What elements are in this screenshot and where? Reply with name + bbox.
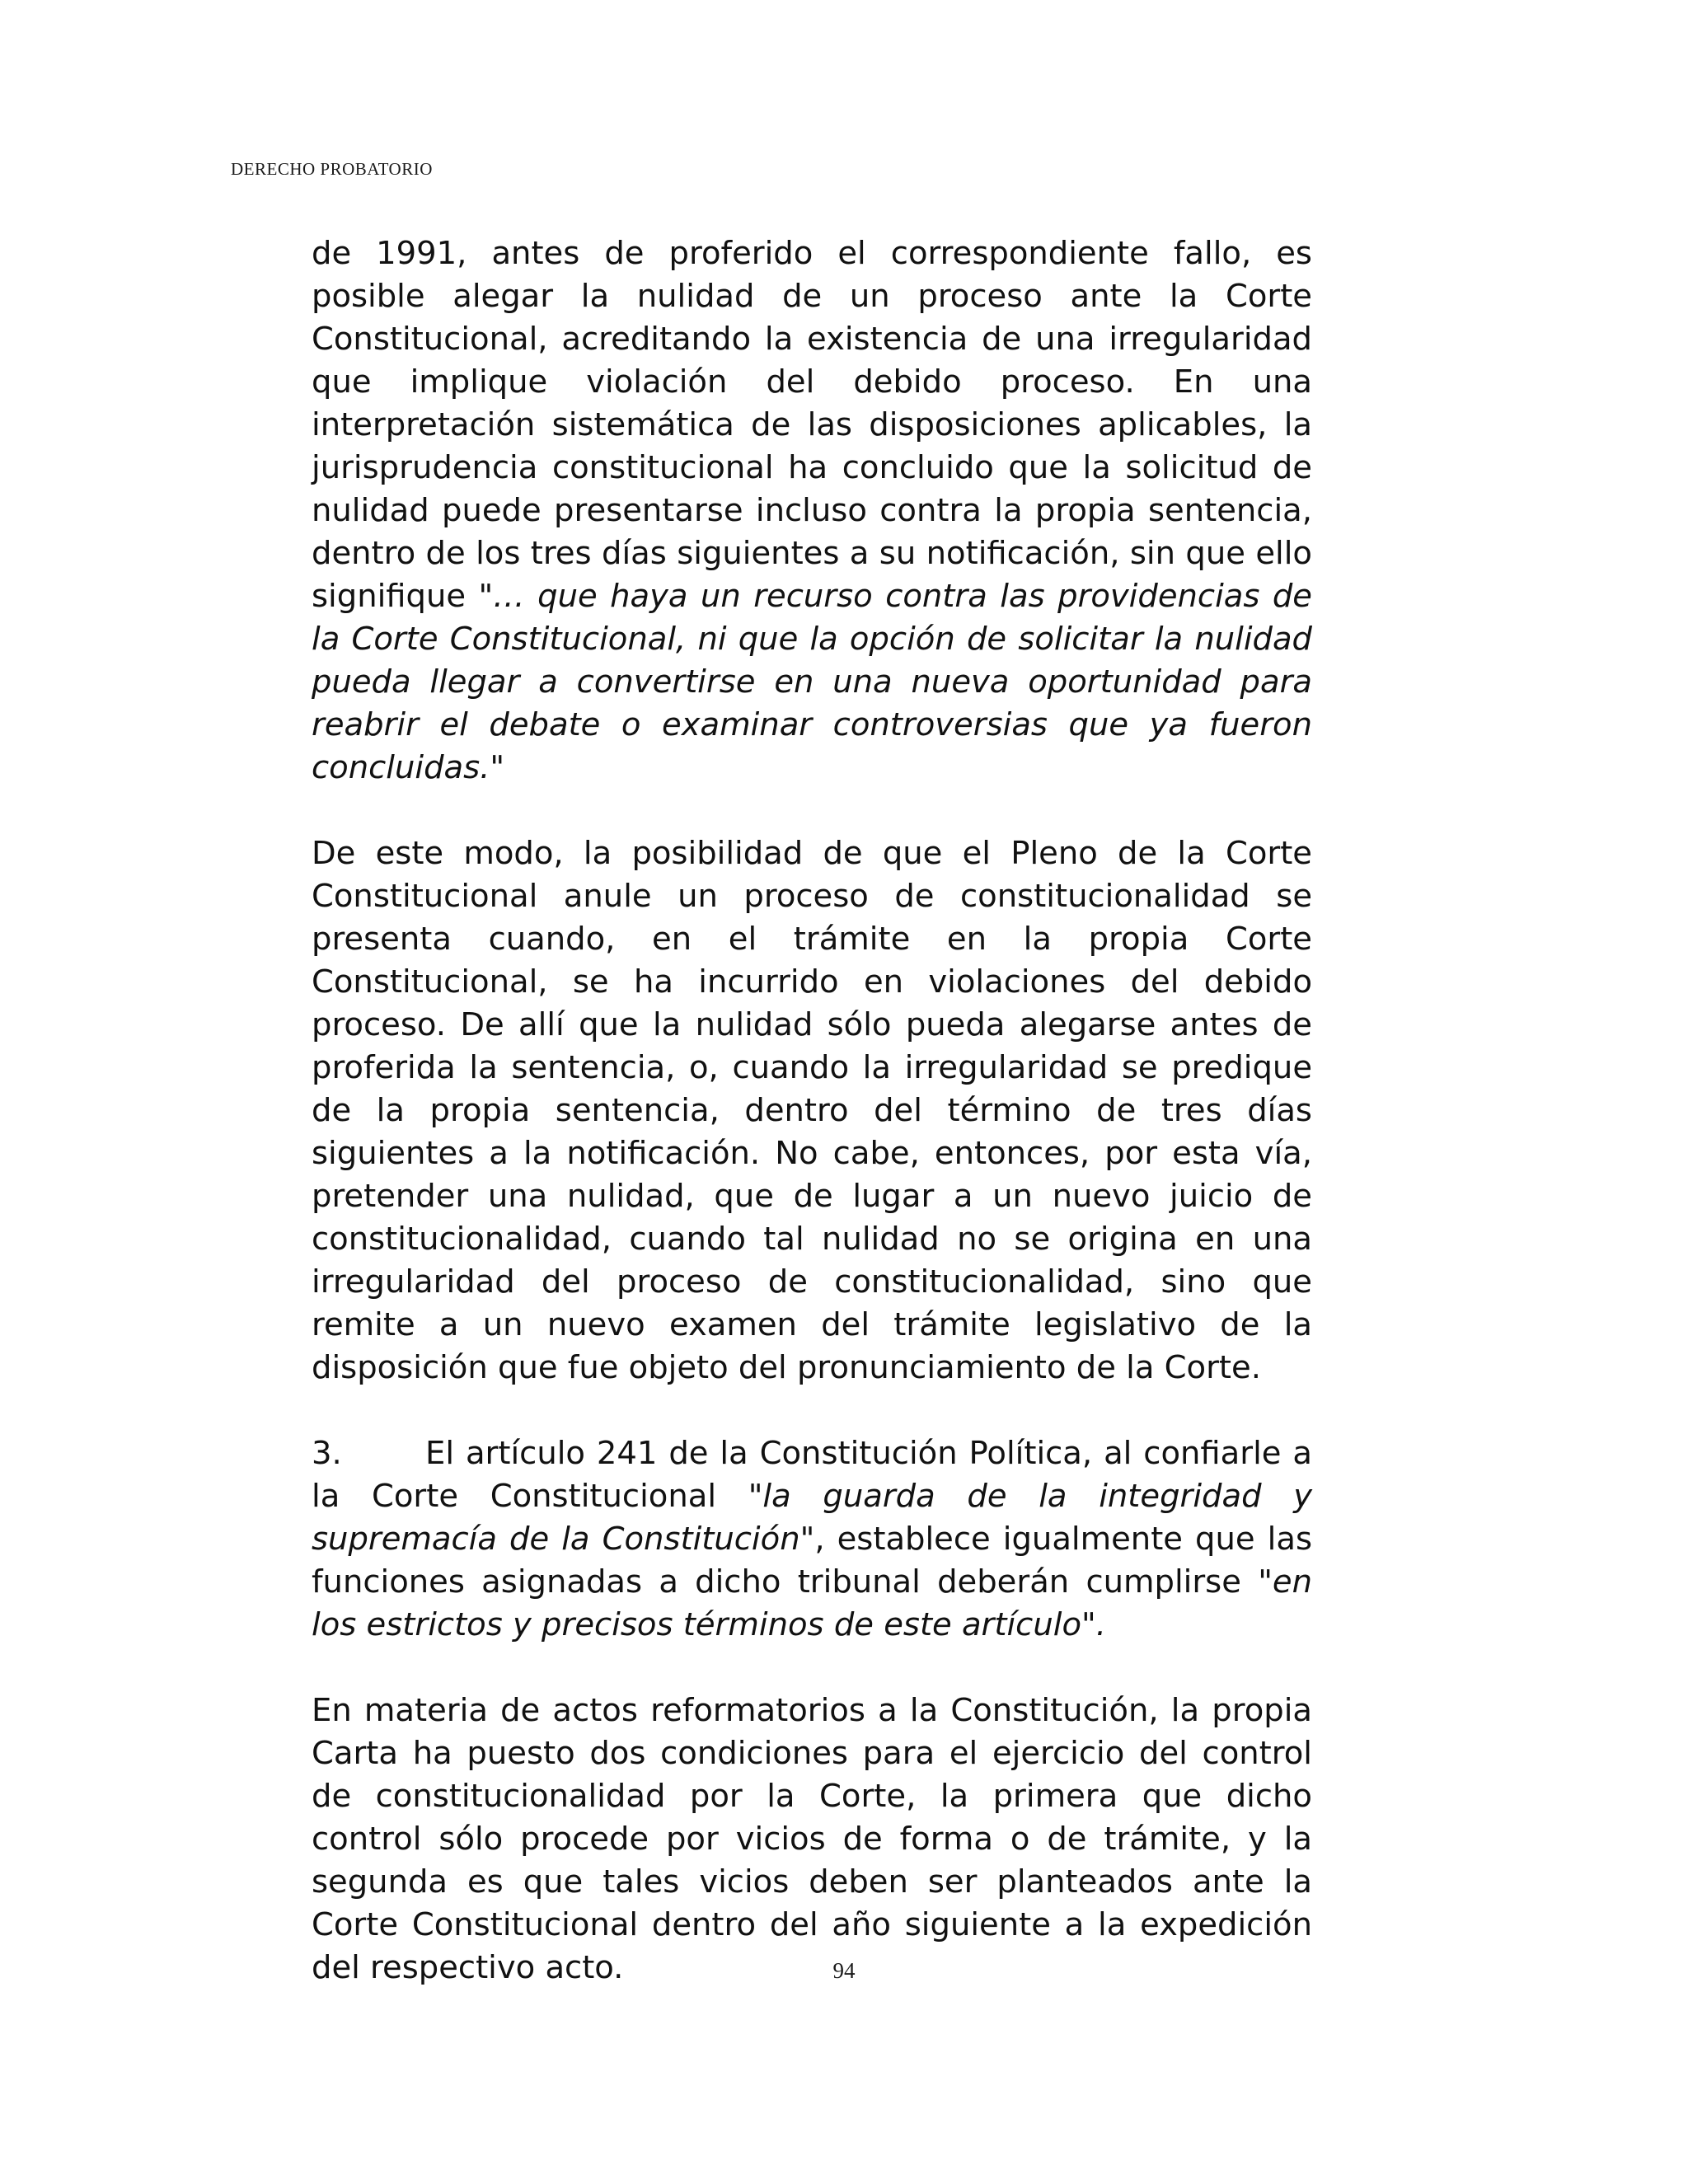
paragraph-3-text-a: El artículo 241 de la Constitución Política, al confiarle a la Corte Constitucional (312, 1435, 1312, 1515)
paragraph-1-quote: "… que haya un recurso contra las providencias de la Corte Constitucional, ni que la opción de solicitar la nulidad pueda llegar a convertirse en una nueva oportunidad para reabrir el debate o examinar controversias que ya fueron concluidas." (312, 578, 1312, 786)
paragraph-2 (312, 832, 1312, 1390)
paragraph-3-text-b: , establece igualmente que las funciones asignadas a dicho tribunal deberán cumplirse (312, 1521, 1313, 1601)
paragraph-3 (312, 1432, 1312, 1647)
paragraph-1 (312, 232, 1312, 790)
item-number: 3. (312, 1435, 342, 1472)
body-text (312, 232, 1312, 1990)
paragraph-1-text: de 1991, antes de proferido el correspondiente fallo, es posible alegar la nulidad de un proceso ante la Corte Constitucional, acreditando la existencia de una irregularidad que implique violación del debido proceso. En una interpretación sistemática de las disposiciones aplicables, la jurisprudencia constitucional ha concluido que la solicitud de nulidad puede presentarse incluso contra la propia sentencia, dentro de los tres días siguientes a su notificación, sin que ello signifique (312, 235, 1312, 615)
paragraph-2-text: De este modo, la posibilidad de que el Pleno de la Corte Constitucional anule un proceso de constitucionalidad se presenta cuando, en el trámite en la propia Corte Constitucional, se ha incurrido en violaciones del debido proceso. De allí que la nulidad sólo pueda alegarse antes de proferida la sentencia, o, cuando la irregularidad se predique de la propia sentencia, dentro del término de tres días siguientes a la notificación. No cabe, entonces, por esta vía, pretender una nulidad, que de lugar a un nuevo juicio de constitucionalidad, cuando tal nulidad no se origina en una irregularidad del proceso de constitucionalidad, sino que remite a un nuevo examen del trámite legislativo de la disposición que fue objeto del pronunciamiento de la Corte. (312, 835, 1312, 1386)
running-header: DERECHO PROBATORIO (231, 159, 433, 179)
page-number: 94 (832, 1958, 856, 1983)
paragraph-4 (312, 1690, 1312, 1990)
paragraph-3-quote-b: "en los estrictos y precisos términos de este artículo". (312, 1563, 1312, 1643)
paragraph-3-quote-a: "la guarda de la integridad y supremacía de la Constitución" (312, 1478, 1312, 1558)
paragraph-4-text: En materia de actos reformatorios a la Constitución, la propia Carta ha puesto dos condiciones para el ejercicio del control de constitucionalidad por la Corte, la primera que dicho control sólo procede por vicios de forma o de trámite, y la segunda es que tales vicios deben ser planteados ante la Corte Constitucional dentro del año siguiente a la expedición del respectivo acto. (312, 1692, 1312, 1986)
